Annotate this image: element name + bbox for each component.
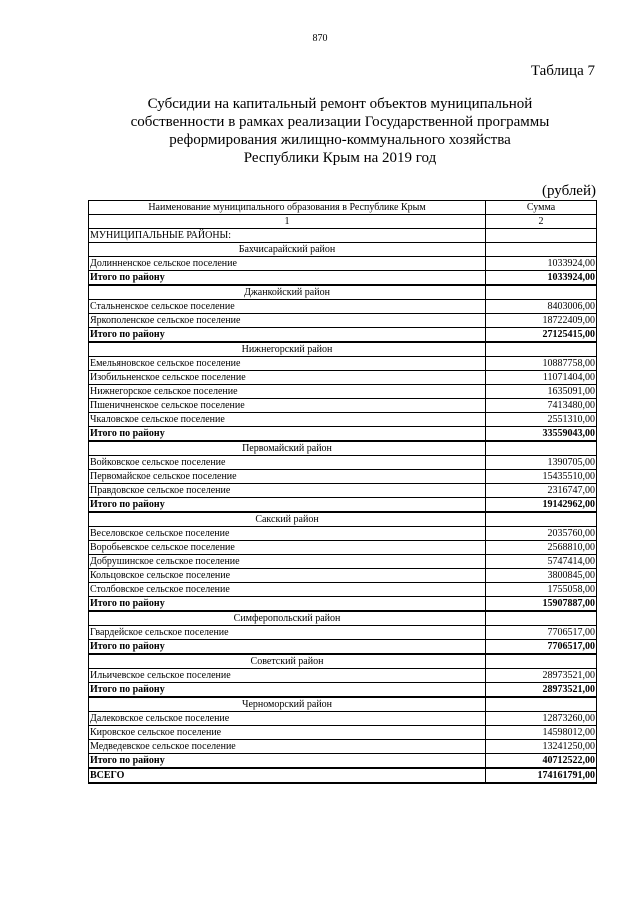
settlement-name: Веселовское сельское поселение — [89, 527, 486, 541]
district-total-label: Итого по району — [89, 498, 486, 513]
settlement-name: Столбовское сельское поселение — [89, 583, 486, 597]
table-row — [89, 371, 597, 385]
district-total-label: Итого по району — [89, 683, 486, 698]
section-row — [89, 229, 597, 243]
settlement-name: Емельяновское сельское поселение — [89, 357, 486, 371]
settlement-sum: 11071404,00 — [486, 371, 597, 385]
settlement-sum: 8403006,00 — [486, 300, 597, 314]
column-number-row — [89, 215, 597, 229]
district-name: Джанкойский район — [89, 285, 486, 300]
district-total-sum: 33559043,00 — [486, 427, 597, 442]
district-sum-empty — [486, 342, 597, 357]
settlement-name: Войковское сельское поселение — [89, 456, 486, 470]
settlement-name: Яркополенское сельское поселение — [89, 314, 486, 328]
settlement-sum: 12873260,00 — [486, 712, 597, 726]
district-total-sum: 27125415,00 — [486, 328, 597, 343]
table-row — [89, 527, 597, 541]
section-label: МУНИЦИПАЛЬНЫЕ РАЙОНЫ: — [89, 229, 486, 243]
settlement-sum: 2316747,00 — [486, 484, 597, 498]
settlement-name: Добрушинское сельское поселение — [89, 555, 486, 569]
settlement-sum: 2568810,00 — [486, 541, 597, 555]
table-row — [89, 669, 597, 683]
table-row — [89, 541, 597, 555]
table-row — [89, 712, 597, 726]
district-total-sum: 7706517,00 — [486, 640, 597, 655]
settlement-name: Воробьевское сельское поселение — [89, 541, 486, 555]
title-line: реформирования жилищно-коммунального хозяйства — [169, 132, 511, 148]
settlement-sum: 13241250,00 — [486, 740, 597, 754]
settlement-sum: 1033924,00 — [486, 257, 597, 271]
district-sum-empty — [486, 512, 597, 527]
district-total-sum: 1033924,00 — [486, 271, 597, 286]
district-name: Сакский район — [89, 512, 486, 527]
grand-total-label: ВСЕГО — [89, 768, 486, 783]
settlement-name: Нижнегорское сельское поселение — [89, 385, 486, 399]
table-row — [89, 257, 597, 271]
settlement-sum: 2035760,00 — [486, 527, 597, 541]
district-name: Нижнегорский район — [89, 342, 486, 357]
district-total-row — [89, 597, 597, 612]
district-sum-empty — [486, 441, 597, 456]
district-total-sum: 40712522,00 — [486, 754, 597, 769]
table-row — [89, 314, 597, 328]
subsidy-table — [88, 200, 597, 784]
settlement-name: Долинненское сельское поселение — [89, 257, 486, 271]
settlement-sum: 1755058,00 — [486, 583, 597, 597]
district-sum-empty — [486, 243, 597, 257]
table-header-row — [89, 201, 597, 215]
district-total-sum: 15907887,00 — [486, 597, 597, 612]
settlement-name: Пшеничненское сельское поселение — [89, 399, 486, 413]
settlement-sum: 10887758,00 — [486, 357, 597, 371]
settlement-name: Стальненское сельское поселение — [89, 300, 486, 314]
district-header-row — [89, 654, 597, 669]
grand-total-row — [89, 768, 597, 783]
table-row — [89, 555, 597, 569]
district-total-row — [89, 271, 597, 286]
district-sum-empty — [486, 654, 597, 669]
table-row — [89, 357, 597, 371]
settlement-name: Далековское сельское поселение — [89, 712, 486, 726]
district-total-row — [89, 498, 597, 513]
table-row — [89, 726, 597, 740]
table-row — [89, 413, 597, 427]
settlement-sum: 18722409,00 — [486, 314, 597, 328]
table-label: Таблица 7 — [530, 63, 595, 79]
document-title — [90, 95, 590, 167]
column-number-1: 1 — [89, 215, 486, 229]
district-sum-empty — [486, 697, 597, 712]
settlement-sum: 7706517,00 — [486, 626, 597, 640]
grand-total-sum: 174161791,00 — [486, 768, 597, 783]
page-number: 870 — [312, 33, 328, 44]
settlement-name: Гвардейское сельское поселение — [89, 626, 486, 640]
title-line: собственности в рамках реализации Государственной программы — [130, 114, 550, 130]
settlement-name: Правдовское сельское поселение — [89, 484, 486, 498]
header-name: Наименование муниципального образования в Республике Крым — [89, 201, 486, 215]
table-row — [89, 470, 597, 484]
settlement-name: Чкаловское сельское поселение — [89, 413, 486, 427]
district-total-sum: 19142962,00 — [486, 498, 597, 513]
district-total-row — [89, 640, 597, 655]
units-label: (рублей) — [541, 183, 596, 199]
settlement-name: Ильичевское сельское поселение — [89, 669, 486, 683]
table-row — [89, 484, 597, 498]
district-header-row — [89, 342, 597, 357]
district-total-row — [89, 427, 597, 442]
settlement-name: Кольцовское сельское поселение — [89, 569, 486, 583]
table-row — [89, 569, 597, 583]
table-row — [89, 399, 597, 413]
district-total-row — [89, 683, 597, 698]
settlement-name: Медведевское сельское поселение — [89, 740, 486, 754]
header-sum: Сумма — [486, 201, 597, 215]
table-row — [89, 456, 597, 470]
district-sum-empty — [486, 611, 597, 626]
district-total-row — [89, 754, 597, 769]
settlement-sum: 7413480,00 — [486, 399, 597, 413]
district-header-row — [89, 285, 597, 300]
settlement-name: Изобильненское сельское поселение — [89, 371, 486, 385]
district-total-label: Итого по району — [89, 427, 486, 442]
district-total-sum: 28973521,00 — [486, 683, 597, 698]
district-sum-empty — [486, 285, 597, 300]
table-row — [89, 626, 597, 640]
settlement-sum: 14598012,00 — [486, 726, 597, 740]
settlement-sum: 5747414,00 — [486, 555, 597, 569]
settlement-sum: 1635091,00 — [486, 385, 597, 399]
district-name: Черноморский район — [89, 697, 486, 712]
title-line: Субсидии на капитальный ремонт объектов муниципальной — [147, 96, 533, 112]
settlement-sum: 1390705,00 — [486, 456, 597, 470]
settlement-sum: 15435510,00 — [486, 470, 597, 484]
settlement-sum: 3800845,00 — [486, 569, 597, 583]
district-header-row — [89, 611, 597, 626]
table-row — [89, 385, 597, 399]
settlement-name: Первомайское сельское поселение — [89, 470, 486, 484]
district-total-label: Итого по району — [89, 640, 486, 655]
district-name: Первомайский район — [89, 441, 486, 456]
district-header-row — [89, 441, 597, 456]
district-total-label: Итого по району — [89, 271, 486, 286]
section-sum-empty — [486, 229, 597, 243]
district-name: Симферопольский район — [89, 611, 486, 626]
settlement-sum: 28973521,00 — [486, 669, 597, 683]
title-line: Республики Крым на 2019 год — [243, 150, 437, 166]
table-row — [89, 300, 597, 314]
district-total-row — [89, 328, 597, 343]
column-number-2: 2 — [486, 215, 597, 229]
table-row — [89, 583, 597, 597]
table-row — [89, 740, 597, 754]
district-name: Советский район — [89, 654, 486, 669]
district-header-row — [89, 512, 597, 527]
district-header-row — [89, 697, 597, 712]
district-total-label: Итого по району — [89, 328, 486, 343]
district-header-row — [89, 243, 597, 257]
district-total-label: Итого по району — [89, 754, 486, 769]
settlement-name: Кировское сельское поселение — [89, 726, 486, 740]
settlement-sum: 2551310,00 — [486, 413, 597, 427]
district-total-label: Итого по району — [89, 597, 486, 612]
district-name: Бахчисарайский район — [89, 243, 486, 257]
